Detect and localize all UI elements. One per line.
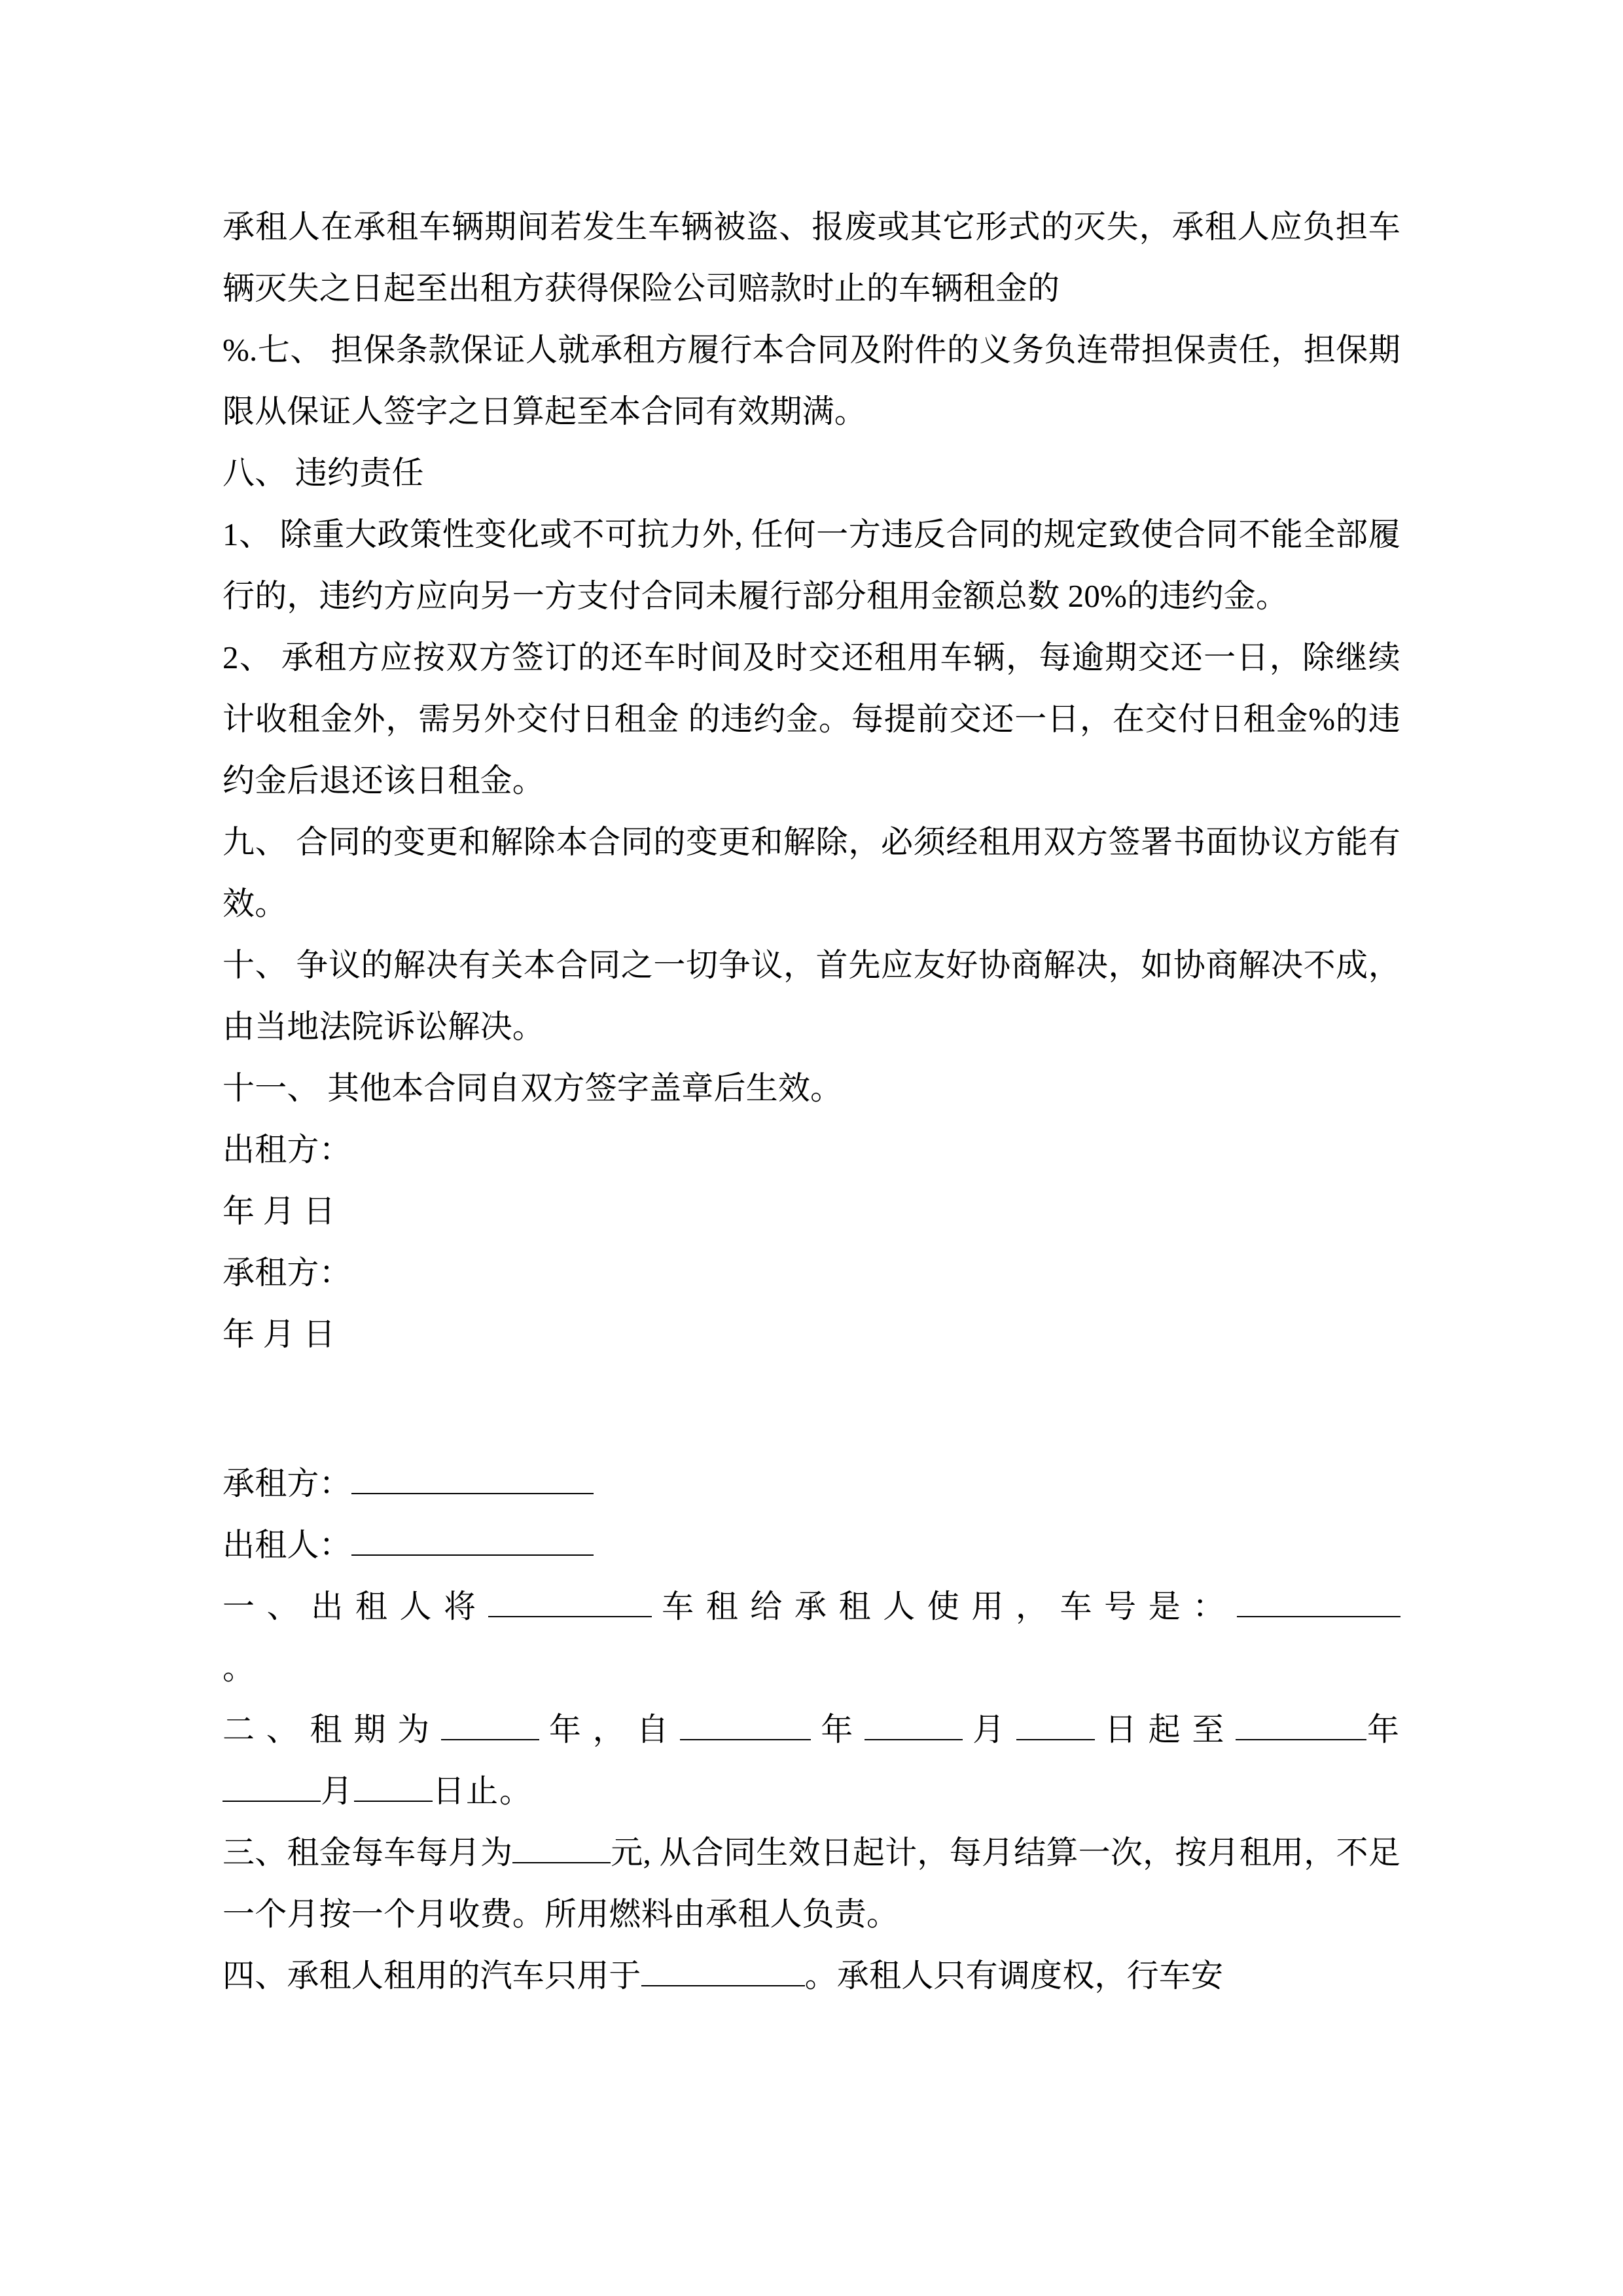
section-gap <box>223 1365 1400 1427</box>
clause-1-blank-2 <box>1237 1616 1400 1617</box>
clause-2-blank-1 <box>441 1739 539 1740</box>
clause-3-text-b: 元, 从合同生效日起计，每月结算一次，按月租用，不足一个月按一个月收费。所用燃料由承租人负责。 <box>223 1835 1400 1932</box>
clause-1-text-a: 一 、 出 租 人 将 <box>223 1588 478 1624</box>
paragraph-6: 九、 合同的变更和解除本合同的变更和解除，必须经租用双方签署书面协议方能有效。 <box>223 824 1400 922</box>
clause-4-text-b: 。承租人只有调度权，行车安 <box>804 1958 1224 1994</box>
paragraph-2: %.七、 担保条款保证人就承租方履行本合同及附件的义务负连带担保责任，担保期限从保证人签字之日算起至本合同有效期满。 <box>223 332 1400 429</box>
clause-2-blank-6 <box>223 1801 321 1802</box>
paragraph-8: 十一、 其他本合同自双方签字盖章后生效。 <box>223 1070 843 1106</box>
paragraph-5: 2、 承租方应按双方签订的还车时间及时交还租用车辆，每逾期交还一日，除继续计收租金外，需另外交付日租金 的违约金。每提前交还一日，在交付日租金%的违约金后退还该日租金。 <box>223 639 1400 798</box>
paragraph-3-heading: 八、 违约责任 <box>223 455 424 491</box>
clause-1-text-c: 。 <box>223 1650 257 1686</box>
clause-2-blank-7 <box>354 1801 433 1802</box>
clause-2-blank-2 <box>680 1739 811 1740</box>
lessor-signature-label: 出租方： <box>223 1132 351 1168</box>
clause-2-text-g: 月 <box>321 1773 355 1809</box>
clause-4-blank-1 <box>641 1985 805 1986</box>
lessor-field-line <box>223 1515 1400 1576</box>
lessee-field-blank <box>351 1493 594 1494</box>
clause-2-text-f: 年 <box>1366 1712 1400 1748</box>
clause-1 <box>223 1576 1400 1699</box>
clause-2-blank-5 <box>1236 1739 1366 1740</box>
clause-2-text-e: 日 起 至 <box>1104 1712 1226 1748</box>
document-body <box>223 196 1400 2007</box>
clause-2-blank-4 <box>1016 1739 1095 1740</box>
lessor-date-line: 年 月 日 <box>223 1193 336 1229</box>
clause-2-text-a: 二 、 租 期 为 <box>223 1712 431 1748</box>
clause-3-blank-1 <box>512 1862 611 1863</box>
clause-2-text-c: 年 <box>821 1712 855 1748</box>
lessor-field-blank <box>351 1554 594 1556</box>
clause-2 <box>223 1699 1400 1822</box>
lessee-date-line: 年 月 日 <box>223 1316 336 1352</box>
lessor-field-label: 出租人： <box>223 1527 351 1563</box>
clause-4-text-a: 四、承租人租用的汽车只用于 <box>223 1958 641 1994</box>
clause-1-text-b: 车 租 给 承 租 人 使 用 ， 车 号 是 ： <box>662 1588 1227 1624</box>
clause-2-text-h: 日止。 <box>433 1773 533 1809</box>
clause-2-text-d: 月 <box>972 1712 1007 1748</box>
paragraph-4: 1、 除重大政策性变化或不可抗力外, 任何一方违反合同的规定致使合同不能全部履行的，违约方应向另一方支付合同未履行部分租用金额总数 20%的违约金。 <box>223 516 1400 614</box>
lessee-signature-label: 承租方： <box>223 1255 351 1291</box>
clause-4 <box>223 1945 1400 2007</box>
clause-1-blank-1 <box>488 1616 652 1617</box>
clause-3-text-a: 三、租金每车每月为 <box>223 1835 513 1871</box>
paragraph-1: 承租人在承租车辆期间若发生车辆被盗、报废或其它形式的灭失，承租人应负担车辆灭失之日起至出租方获得保险公司赔款时止的车辆租金的 <box>223 209 1400 306</box>
lessee-field-label: 承租方： <box>223 1465 351 1501</box>
clause-2-text-b: 年 ， 自 <box>548 1712 671 1748</box>
clause-3 <box>223 1822 1400 1945</box>
lessee-field-line <box>223 1453 1400 1515</box>
section-gap-small <box>223 1427 1400 1453</box>
clause-2-blank-3 <box>865 1739 963 1740</box>
paragraph-7: 十、 争议的解决有关本合同之一切争议，首先应友好协商解决，如协商解决不成，由当地法院诉讼解决。 <box>223 947 1400 1045</box>
